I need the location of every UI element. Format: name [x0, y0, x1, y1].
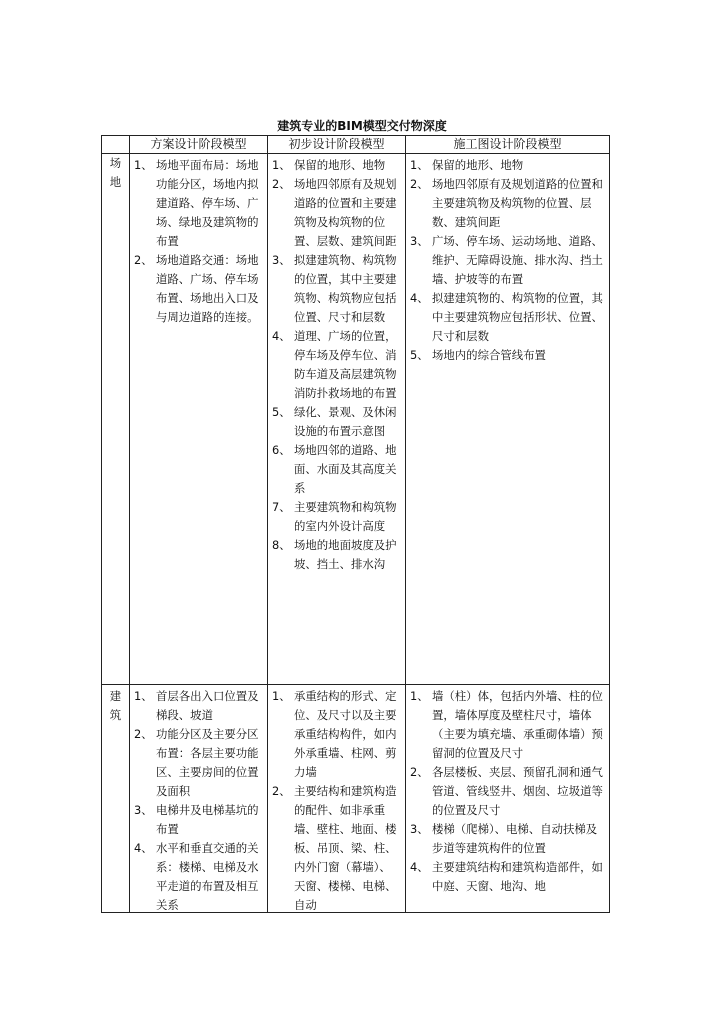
list-item-text: 场地平面布局：场地功能分区，场地内拟建道路、停车场、广场、绿地及建筑物的布置 — [156, 158, 259, 248]
list-item-text: 场地四邻原有及规划道路的位置和主要建筑物及构筑物的位置、层数、建筑间距 — [294, 177, 397, 248]
list-item-text: 墙（柱）体，包括内外墙、柱的位置，墙体厚度及壁柱尺寸，墙体（主要为填充墙、承重砌体墙）预留洞的位置及尺寸 — [432, 689, 603, 760]
list-item-number: 3、 — [134, 803, 153, 817]
numbered-list — [268, 154, 405, 576]
list-item-text: 道理、广场的位置，停车场及停车位、消防车道及高层建筑物消防扑救场地的布置 — [294, 329, 397, 400]
list-item-number: 1、 — [410, 689, 429, 703]
document-title: 建筑专业的BIM模型交付物深度 — [277, 119, 447, 133]
category-cell-site — [102, 154, 130, 685]
list-item — [410, 820, 605, 858]
list-item-number: 1、 — [134, 689, 153, 703]
list-item — [272, 156, 401, 175]
list-item-text: 保留的地形、地物 — [432, 158, 524, 172]
list-item-number: 2、 — [134, 253, 153, 267]
list-item-text: 场地道路交通：场地道路、广场、停车场布置、场地出入口及与周边道路的连接。 — [156, 253, 259, 324]
list-item — [272, 782, 401, 910]
list-item-text: 拟建建筑物、构筑物的位置，其中主要建筑物、构筑物应包括位置、尺寸和层数 — [294, 253, 397, 324]
list-item-text: 主要结构和建筑构造的配件、如非承重墙、壁柱、地面、楼板、吊顶、梁、柱、内外门窗（幕墙）、天窗、楼梯、电梯、自动 — [294, 784, 397, 910]
list-item-text: 各层楼板、夹层、预留孔洞和通气管道、管线竖井、烟囱、垃圾道等的位置及尺寸 — [432, 765, 603, 817]
list-item-text: 主要建筑结构和建筑构造部件，如中庭、天窗、地沟、地 — [432, 860, 603, 893]
list-item-number: 2、 — [134, 727, 153, 741]
numbered-list — [406, 685, 609, 898]
list-item-number: 2、 — [410, 177, 429, 191]
list-item-number: 1、 — [272, 158, 291, 172]
list-item — [410, 687, 605, 763]
list-item — [134, 801, 263, 839]
list-item-number: 6、 — [272, 443, 291, 457]
list-item — [272, 251, 401, 327]
deliverable-depth-table — [101, 135, 610, 913]
table-row — [102, 154, 610, 685]
table-header-row — [102, 136, 610, 154]
list-item-number: 2、 — [410, 765, 429, 779]
numbered-list — [130, 154, 267, 329]
site-scheme-cell — [130, 154, 268, 685]
list-item-number: 4、 — [134, 841, 153, 855]
list-item — [410, 346, 605, 365]
numbered-list — [130, 685, 267, 910]
list-item — [272, 441, 401, 498]
building-construction-cell — [406, 685, 610, 913]
header-scheme-stage: 方案设计阶段模型 — [130, 136, 268, 154]
list-item-number: 1、 — [410, 158, 429, 172]
header-category — [102, 136, 130, 154]
list-item — [134, 725, 263, 801]
list-item — [134, 251, 263, 327]
header-preliminary-stage: 初步设计阶段模型 — [268, 136, 406, 154]
list-item-number: 5、 — [272, 405, 291, 419]
list-item — [272, 687, 401, 782]
list-item — [272, 403, 401, 441]
list-item — [272, 536, 401, 574]
list-item-text: 广场、停车场、运动场地、道路、维护、无障碍设施、排水沟、挡土墙、护坡等的布置 — [432, 234, 603, 286]
list-item-text: 场地四邻的道路、地面、水面及其高度关系 — [294, 443, 397, 495]
list-item-text: 电梯井及电梯基坑的布置 — [156, 803, 259, 836]
header-construction-stage: 施工图设计阶段模型 — [406, 136, 610, 154]
list-item-number: 2、 — [272, 784, 291, 798]
site-preliminary-cell — [268, 154, 406, 685]
building-preliminary-cell — [268, 685, 406, 913]
list-item-number: 5、 — [410, 348, 429, 362]
list-item-text: 拟建建筑物的、构筑物的位置，其中主要建筑物应包括形状、位置、尺寸和层数 — [432, 291, 603, 343]
list-item — [272, 498, 401, 536]
list-item-number: 7、 — [272, 500, 291, 514]
list-item — [272, 175, 401, 251]
list-item — [410, 763, 605, 820]
list-item-text: 承重结构的形式、定位、及尺寸以及主要承重结构构件，如内外承重墙、柱网、剪力墙 — [294, 689, 397, 779]
category-cell-building — [102, 685, 130, 913]
table-row — [102, 685, 610, 913]
list-item-text: 场地的地面坡度及护坡、挡土、排水沟 — [294, 538, 397, 571]
list-item — [410, 175, 605, 232]
list-item-text: 场地内的综合管线布置 — [432, 348, 546, 362]
list-item-text: 功能分区及主要分区布置：各层主要功能区、主要房间的位置及面积 — [156, 727, 259, 798]
list-item-number: 4、 — [410, 291, 429, 305]
list-item-text: 保留的地形、地物 — [294, 158, 386, 172]
list-item-text: 主要建筑物和构筑物的室内外设计高度 — [294, 500, 397, 533]
list-item-number: 8、 — [272, 538, 291, 552]
list-item — [272, 327, 401, 403]
numbered-list — [406, 154, 609, 367]
list-item-text: 楼梯（爬梯）、电梯、自动扶梯及步道等建筑构件的位置 — [432, 822, 598, 855]
list-item-number: 2、 — [272, 177, 291, 191]
list-item-number: 1、 — [134, 158, 153, 172]
site-construction-cell — [406, 154, 610, 685]
list-item-text: 水平和垂直交通的关系：楼梯、电梯及水平走道的布置及相互关系 — [156, 841, 259, 910]
list-item-number: 4、 — [410, 860, 429, 874]
list-item-number: 3、 — [410, 822, 429, 836]
category-label: 场地 — [109, 156, 122, 189]
list-item-number: 4、 — [272, 329, 291, 343]
list-item-number: 3、 — [410, 234, 429, 248]
list-item — [410, 232, 605, 289]
list-item — [134, 687, 263, 725]
list-item — [134, 156, 263, 251]
list-item — [134, 839, 263, 910]
list-item-number: 3、 — [272, 253, 291, 267]
list-item-number: 1、 — [272, 689, 291, 703]
list-item-text: 首层各出入口位置及梯段、坡道 — [156, 689, 259, 722]
list-item-text: 绿化、景观、及休闲设施的布置示意图 — [294, 405, 397, 438]
list-item — [410, 156, 605, 175]
numbered-list — [268, 685, 405, 910]
building-scheme-cell — [130, 685, 268, 913]
list-item-text: 场地四邻原有及规划道路的位置和主要建筑物及构筑物的位置、层数、建筑间距 — [432, 177, 603, 229]
list-item — [410, 858, 605, 896]
list-item — [410, 289, 605, 346]
category-label: 建筑 — [109, 689, 122, 722]
